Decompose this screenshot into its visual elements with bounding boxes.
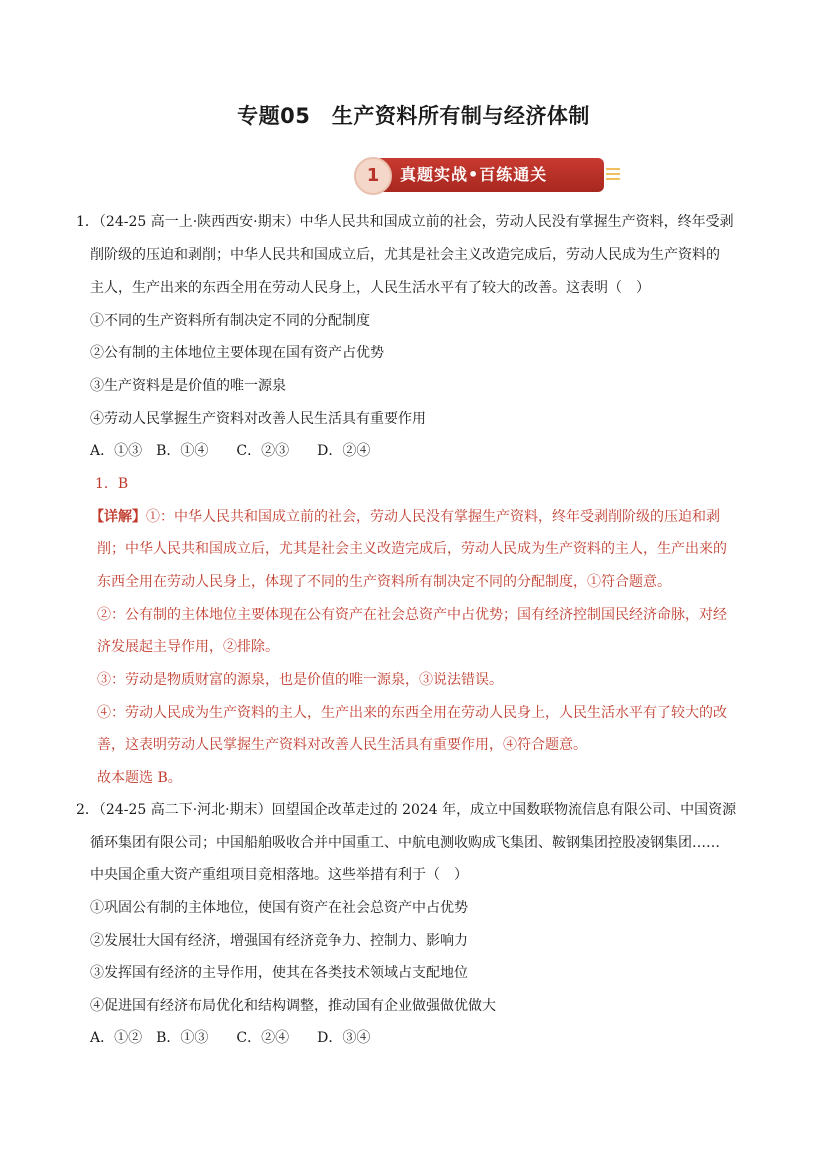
q2-stem-line-2: 循环集团有限公司；中国船舶吸收合并中国重工、中航电测收购成飞集团、鞍钢集团控股凌钢集团…… [90, 835, 720, 851]
a1-detail-line-1 [90, 507, 720, 527]
q2-stem-line-1: 2．（24-25 高二下·河北·期末）回望国企改革走过的 2024 年，成立中国数联物流信息有限公司、中国资源 [76, 802, 737, 818]
q1-stem-line-2: 削阶级的压迫和剥削；中华人民共和国成立后，尤其是社会主义改造完成后，劳动人民成为生产资料的 [90, 247, 720, 263]
a1-conclusion: 故本题选 B。 [97, 770, 182, 786]
a1-detail-line-8: 善，这表明劳动人民掌握生产资料对改善人民生活具有重要作用，④符合题意。 [97, 737, 587, 753]
q1-option-3: ③生产资料是是价值的唯一源泉 [90, 378, 286, 394]
a1-detail-line-3: 东西全用在劳动人民身上，体现了不同的生产资料所有制决定不同的分配制度，①符合题意。 [97, 574, 671, 590]
a1-detail-line-2: 削；中华人民共和国成立后，尤其是社会主义改造完成后，劳动人民成为生产资料的主人，生产出来的 [97, 541, 727, 557]
a1-detail-line-4: ②：公有制的主体地位主要体现在公有资产在社会总资产中占优势；国有经济控制国民经济命脉，对经 [97, 607, 727, 623]
a1-detail-line-6: ③：劳动是物质财富的源泉，也是价值的唯一源泉，③说法错误。 [97, 672, 503, 688]
section-banner [354, 154, 626, 196]
a1-detail-text-1: ①：中华人民共和国成立前的社会，劳动人民没有掌握生产资料，终年受剥削阶级的压迫和剥 [146, 509, 720, 525]
banner-stripes-icon [606, 168, 622, 183]
q1-stem-line-1: 1．（24-25 高一上·陕西西安·期末）中华人民共和国成立前的社会，劳动人民没有掌握生产资料，终年受剥 [76, 214, 734, 230]
a1-answer: 1．B [95, 476, 129, 492]
q2-option-1: ①巩固公有制的主体地位，使国有资产在社会总资产中占优势 [90, 900, 468, 916]
q1-option-4: ④劳动人民掌握生产资料对改善人民生活具有重要作用 [90, 411, 426, 427]
q2-option-2: ②发展壮大国有经济，增强国有经济竞争力、控制力、影响力 [90, 933, 468, 949]
q1-stem-line-3: 主人，生产出来的东西全用在劳动人民身上，人民生活水平有了较大的改善。这表明（ ） [90, 280, 650, 296]
q2-option-3: ③发挥国有经济的主导作用，使其在各类技术领域占支配地位 [90, 965, 468, 981]
page-title: 专题05 生产资料所有制与经济体制 [237, 104, 590, 128]
a1-detail-line-7: ④：劳动人民成为生产资料的主人，生产出来的东西全用在劳动人民身上，人民生活水平有了较大的改 [97, 705, 727, 721]
q2-option-4: ④促进国有经济布局优化和结构调整，推动国有企业做强做优做大 [90, 998, 496, 1014]
q1-option-1: ①不同的生产资料所有制决定不同的分配制度 [90, 313, 370, 329]
q1-option-2: ②公有制的主体地位主要体现在国有资产占优势 [90, 345, 384, 361]
q1-choices: A．①③ B．①④ C．②③ D．②④ [90, 443, 371, 459]
q2-choices: A．①② B．①③ C．②④ D．③④ [90, 1030, 371, 1046]
banner-number: 1 [354, 157, 392, 195]
a1-detail-tag: 【详解】 [90, 509, 146, 525]
q2-stem-line-3: 中央国企重大资产重组项目竞相落地。这些举措有利于（ ） [90, 867, 468, 883]
a1-detail-line-5: 济发展起主导作用，②排除。 [97, 639, 279, 655]
banner-label: 真题实战•百练通关 [400, 165, 548, 184]
